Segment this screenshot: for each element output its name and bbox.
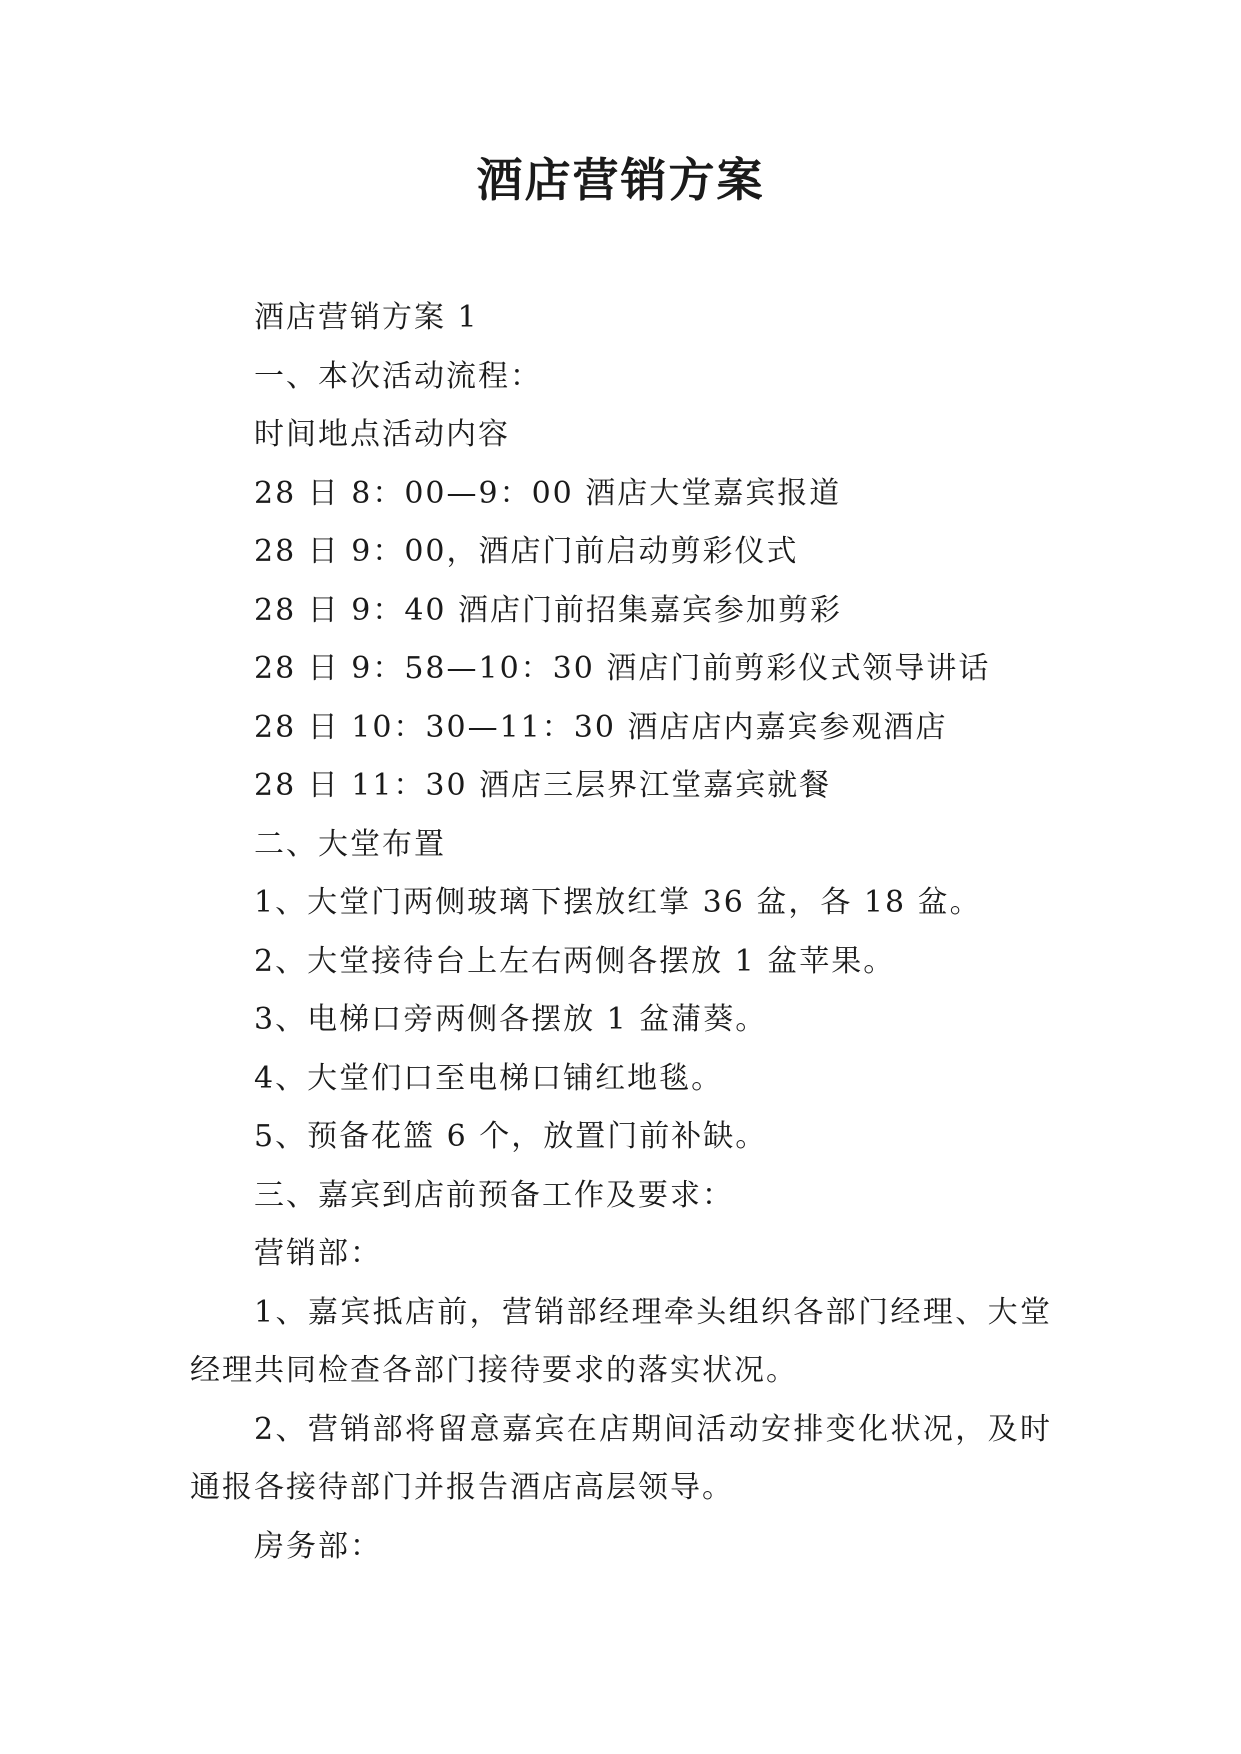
- list-item: 5、预备花篮 6 个，放置门前补缺。: [254, 1119, 768, 1154]
- department-heading: 房务部：: [254, 1528, 382, 1564]
- list-item: 1、大堂门两侧玻璃下摆放红掌 36 盆，各 18 盆。: [254, 885, 982, 920]
- list-item: 2、大堂接待台上左右两侧各摆放 1 盆苹果。: [254, 943, 896, 979]
- section-heading: 酒店营销方案 1: [254, 300, 479, 335]
- section-heading: 一、本次活动流程：: [254, 358, 542, 394]
- text-line: 时间地点活动内容: [254, 417, 510, 452]
- schedule-item: 28 日 8：00—9：00 酒店大堂嘉宾报道: [254, 475, 842, 511]
- schedule-item: 28 日 11：30 酒店三层界江堂嘉宾就餐: [254, 768, 832, 803]
- department-heading: 营销部：: [254, 1236, 382, 1271]
- list-item: 3、电梯口旁两侧各摆放 1 盆蒲葵。: [254, 1002, 768, 1037]
- schedule-item: 28 日 9：58—10：30 酒店门前剪彩仪式领导讲话: [254, 651, 991, 686]
- paragraph: 1、嘉宾抵店前，营销部经理牵头组织各部门经理、大堂经理共同检查各部门接待要求的落实状况。: [190, 1294, 1052, 1388]
- list-item: 4、大堂们口至电梯口铺红地毯。: [254, 1060, 724, 1096]
- schedule-item: 28 日 9：00，酒店门前启动剪彩仪式: [254, 534, 799, 569]
- schedule-item: 28 日 10：30—11：30 酒店店内嘉宾参观酒店: [254, 709, 948, 745]
- document-title: 酒店营销方案: [476, 153, 765, 207]
- paragraph: 2、营销部将留意嘉宾在店期间活动安排变化状况，及时通报各接待部门并报告酒店高层领导。: [190, 1411, 1052, 1505]
- section-heading: 三、嘉宾到店前预备工作及要求：: [254, 1177, 734, 1213]
- section-heading: 二、大堂布置: [254, 826, 446, 862]
- document-body: [190, 289, 1052, 1576]
- schedule-item: 28 日 9：40 酒店门前招集嘉宾参加剪彩: [254, 592, 843, 628]
